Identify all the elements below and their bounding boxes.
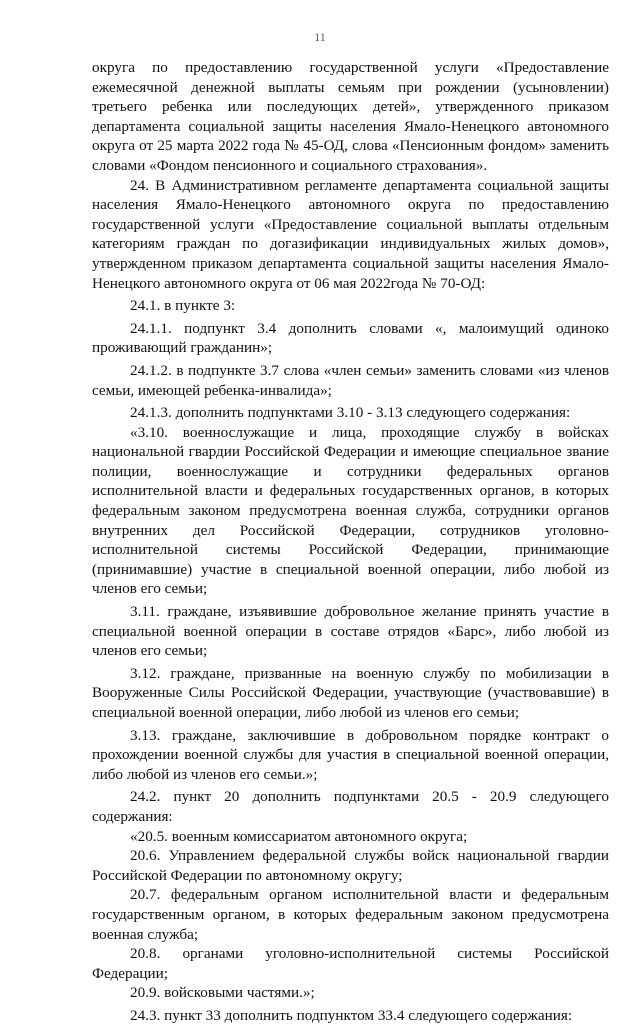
paragraph-item-3-10: «3.10. военнослужащие и лица, проходящие службу в войсках национальной гвардии Российской Федерации и имеющие специальное звание полиции, военнослужащие и сотрудники федеральных органов исполнительной власти и федеральных государственных органов, в которых федеральным законом предусмотрена военная служба, сотрудники органов внутренних дел Российской Федерации, сотрудников уголовно-исполнительной системы Российской Федерации, принимающие (принимавшие) участие в специальной военной операции, либо любой из членов его семьи; [92, 423, 609, 598]
paragraph-item-20-8: 20.8. органами уголовно-исполнительной системы Российской Федерации; [92, 945, 609, 982]
paragraph-item-24-1-2: 24.1.2. в подпункте 3.7 слова «член семьи» заменить словами «из членов семьи, имеющей ребенка-инвалида»; [92, 361, 609, 399]
page-number: 11 [314, 30, 326, 44]
paragraph-item-24-1-3: 24.1.3. дополнить подпунктами 3.10 - 3.13 следующего содержания: [130, 404, 571, 422]
paragraph-item-24: 24. В Административном регламенте департамента социальной защиты населения Ямало-Ненецкого автономного округа по предоставлению государственной услуги «Предоставление социальной выплаты отдельным категориям граждан по догазификации индивидуальных жилых домов», утвержденном приказом департамента социальной защиты населения Ямало-Ненецкого автономного округа от 06 мая 2022года № 70-ОД: [92, 176, 609, 292]
paragraph-item-24-3: 24.3. пункт 33 дополнить подпунктом 33.4 следующего содержания: [130, 1006, 573, 1024]
paragraph-continuation: округа по предоставлению государственной услуги «Предоставление ежемесячной денежной выплаты семьям при рождении (усыновлении) третьего ребенка или последующих детей», утвержденного приказом департамента социальной защиты населения Ямало-Ненецкого автономного округа от 25 марта 2022 года № 45-ОД, слова «Пенсионным фондом» заменить словами «Фондом пенсионного и социального страхования». [92, 59, 609, 174]
paragraph-item-20-5: «20.5. военным комиссариатом автономного округа; [130, 827, 468, 845]
paragraph-item-3-12: 3.12. граждане, призванные на военную службу по мобилизации в Вооруженные Силы Российской Федерации, участвующие (участвовавшие) в специальной военной операции, либо любой из членов его семьи; [92, 664, 609, 721]
paragraph-item-24-1-1: 24.1.1. подпункт 3.4 дополнить словами «, малоимущий одиноко проживающий гражданин»; [92, 319, 609, 357]
document-body [92, 58, 609, 1026]
paragraph-item-20-7: 20.7. федеральным органом исполнительной власти и федеральным государственным органом, в которых федеральным законом предусмотрена военная служба; [92, 886, 609, 943]
paragraph-item-20-9: 20.9. войсковыми частями.»; [130, 984, 315, 1002]
paragraph-item-24-2: 24.2. пункт 20 дополнить подпунктами 20.5 - 20.9 следующего содержания: [92, 788, 609, 825]
paragraph-item-20-6: 20.6. Управлением федеральной службы войск национальной гвардии Российской Федерации по автономному округу; [92, 847, 609, 884]
paragraph-item-3-13: 3.13. граждане, заключившие в добровольном порядке контракт о прохождении военной службы для участия в специальной военной операции, либо любой из членов его семьи.»; [92, 726, 609, 783]
paragraph-item-3-11: 3.11. граждане, изъявившие добровольное желание принять участие в специальной военной операции в составе отрядов «Барс», либо любой из членов его семьи; [92, 603, 609, 660]
paragraph-item-24-1: 24.1. в пункте 3: [130, 297, 236, 315]
